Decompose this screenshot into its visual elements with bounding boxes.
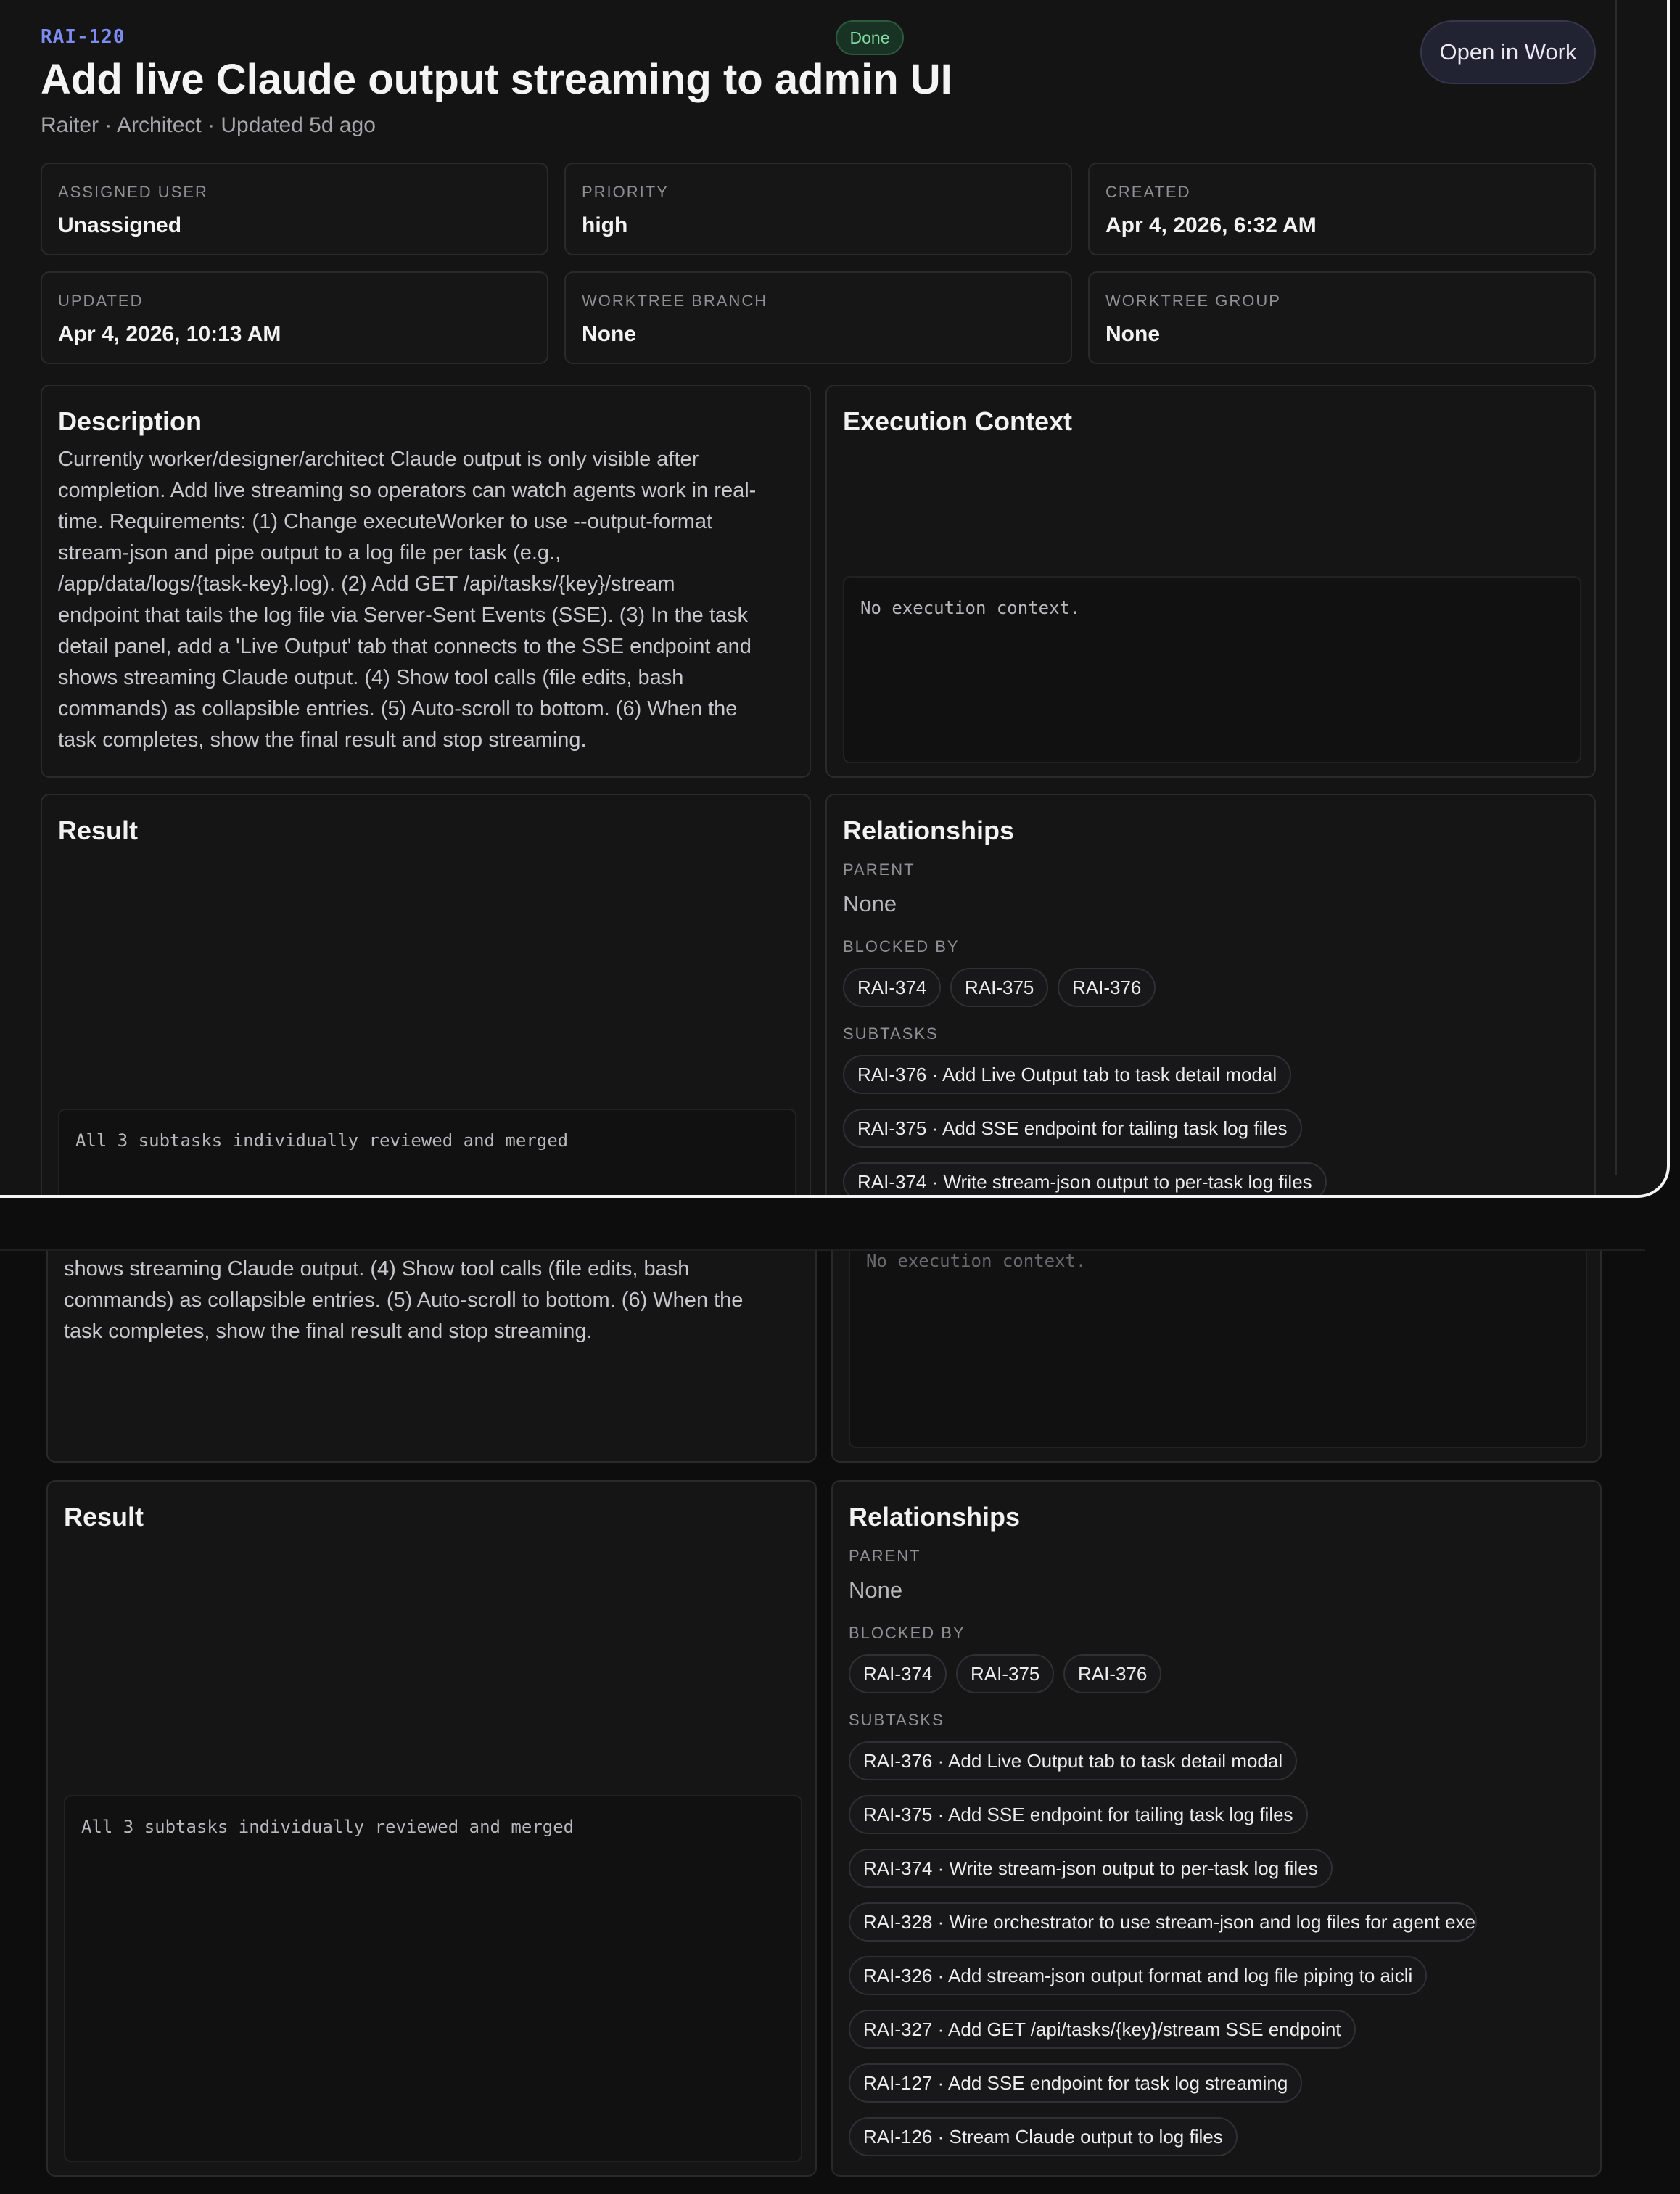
result-panel xyxy=(46,1480,817,2177)
result-heading: Result xyxy=(64,1502,144,1532)
meta-label: WORKTREE GROUP xyxy=(1105,292,1281,310)
meta-value: None xyxy=(1105,322,1160,346)
parent-label: PARENT xyxy=(843,860,915,879)
task-subtitle: Raiter · Architect · Updated 5d ago xyxy=(41,113,376,137)
subtask-chip[interactable]: RAI-127 · Add SSE endpoint for task log streaming xyxy=(849,2063,1302,2103)
result-text: All 3 subtasks individually reviewed and merged xyxy=(75,1130,569,1151)
meta-card-priority xyxy=(564,163,1072,255)
modal-divider xyxy=(1615,0,1617,1175)
meta-card-updated xyxy=(41,271,548,364)
blocked-by-label: BLOCKED BY xyxy=(849,1624,965,1642)
description-line: endpoint that tails the log file via Server-Sent Events (SSE). (3) In the task xyxy=(58,604,749,627)
meta-card-created xyxy=(1088,163,1596,255)
description-heading: Description xyxy=(58,406,202,436)
description-line: Currently worker/designer/architect Claude output is only visible after xyxy=(58,448,699,471)
subtask-chip[interactable]: RAI-328 · Wire orchestrator to use stream-json and log files for agent exe xyxy=(849,1902,1477,1942)
subtask-chip[interactable]: RAI-375 · Add SSE endpoint for tailing task log files xyxy=(843,1109,1302,1148)
relationships-panel xyxy=(825,794,1596,1198)
execution-context-box xyxy=(843,576,1581,763)
blocked-by-chip[interactable]: RAI-375 xyxy=(950,968,1048,1007)
result-box xyxy=(64,1795,802,2162)
result-text: All 3 subtasks individually reviewed and merged xyxy=(81,1817,575,1837)
description-line: commands) as collapsible entries. (5) Auto-scroll to bottom. (6) When the xyxy=(64,1289,744,1312)
status-badge: Done xyxy=(836,20,904,55)
blocked-by-chip[interactable]: RAI-375 xyxy=(956,1654,1054,1693)
meta-card-worktree-group xyxy=(1088,271,1596,364)
subtask-chip[interactable]: RAI-374 · Write stream-json output to per-task log files xyxy=(843,1162,1327,1198)
description-panel xyxy=(41,385,811,778)
meta-value: high xyxy=(582,213,628,237)
meta-label: PRIORITY xyxy=(582,183,669,201)
blocked-by-chip[interactable]: RAI-376 xyxy=(1063,1654,1161,1693)
description-line: task completes, show the final result and stop streaming. xyxy=(64,1320,593,1343)
open-in-work-button[interactable]: Open in Work xyxy=(1420,20,1596,84)
meta-label: WORKTREE BRANCH xyxy=(582,292,768,310)
page-title: Add live Claude output streaming to admin UI xyxy=(41,56,952,103)
meta-label: ASSIGNED USER xyxy=(58,183,208,201)
task-detail-page-view xyxy=(0,1251,1680,2194)
task-key: RAI-120 xyxy=(41,26,125,48)
execution-context-box xyxy=(849,1251,1587,1448)
subtasks-label: SUBTASKS xyxy=(843,1024,939,1043)
meta-card-worktree-branch xyxy=(564,271,1072,364)
description-line: detail panel, add a 'Live Output' tab that connects to the SSE endpoint and xyxy=(58,635,752,658)
meta-label: UPDATED xyxy=(58,292,144,310)
description-panel xyxy=(46,1251,817,1463)
subtask-chip[interactable]: RAI-126 · Stream Claude output to log files xyxy=(849,2117,1238,2156)
subtask-chip[interactable]: RAI-374 · Write stream-json output to per-task log files xyxy=(849,1849,1333,1888)
meta-card-assigned-user xyxy=(41,163,548,255)
subtask-chip[interactable]: RAI-375 · Add SSE endpoint for tailing task log files xyxy=(849,1795,1308,1834)
description-line: completion. Add live streaming so operators can watch agents work in real- xyxy=(58,479,757,502)
description-line: task completes, show the final result and stop streaming. xyxy=(58,728,587,752)
result-box xyxy=(58,1109,796,1198)
relationships-panel xyxy=(831,1480,1602,2177)
subtask-chip[interactable]: RAI-376 · Add Live Output tab to task detail modal xyxy=(849,1741,1297,1780)
execution-context-text: No execution context. xyxy=(866,1251,1087,1271)
relationships-heading: Relationships xyxy=(843,815,1015,845)
result-heading: Result xyxy=(58,815,139,845)
screenshot-separator xyxy=(0,1201,1680,1251)
description-line: time. Requirements: (1) Change executeWorker to use --output-format xyxy=(58,510,713,533)
description-text xyxy=(58,444,798,756)
meta-value: Apr 4, 2026, 6:32 AM xyxy=(1105,213,1317,237)
meta-value: None xyxy=(582,322,636,346)
result-panel xyxy=(41,794,811,1198)
subtask-chip[interactable]: RAI-376 · Add Live Output tab to task detail modal xyxy=(843,1055,1291,1094)
description-line: /app/data/logs/{task-key}.log). (2) Add GET /api/tasks/{key}/stream xyxy=(58,572,675,596)
meta-value: Unassigned xyxy=(58,213,182,237)
blocked-by-label: BLOCKED BY xyxy=(843,937,960,956)
description-line: commands) as collapsible entries. (5) Auto-scroll to bottom. (6) When the xyxy=(58,697,738,720)
parent-value: None xyxy=(849,1577,903,1603)
parent-label: PARENT xyxy=(849,1547,921,1565)
description-line: shows streaming Claude output. (4) Show tool calls (file edits, bash xyxy=(58,666,684,689)
blocked-by-chip[interactable]: RAI-374 xyxy=(843,968,941,1007)
execution-context-panel xyxy=(825,385,1596,778)
relationships-heading: Relationships xyxy=(849,1502,1021,1532)
meta-label: CREATED xyxy=(1105,183,1191,201)
execution-context-heading: Execution Context xyxy=(843,406,1073,436)
blocked-by-chip[interactable]: RAI-376 xyxy=(1058,968,1156,1007)
description-line: shows streaming Claude output. (4) Show tool calls (file edits, bash xyxy=(64,1257,690,1281)
subtask-chip[interactable]: RAI-326 · Add stream-json output format and log file piping to aicli xyxy=(849,1956,1427,1995)
parent-value: None xyxy=(843,891,897,916)
execution-context-text: No execution context. xyxy=(860,598,1081,618)
subtasks-label: SUBTASKS xyxy=(849,1711,944,1729)
subtask-chip[interactable]: RAI-327 · Add GET /api/tasks/{key}/stream SSE endpoint xyxy=(849,2010,1356,2049)
execution-context-panel xyxy=(831,1251,1602,1463)
blocked-by-chip[interactable]: RAI-374 xyxy=(849,1654,947,1693)
description-line: stream-json and pipe output to a log file per task (e.g., xyxy=(58,541,561,564)
description-text xyxy=(64,1251,804,1347)
meta-value: Apr 4, 2026, 10:13 AM xyxy=(58,322,281,346)
